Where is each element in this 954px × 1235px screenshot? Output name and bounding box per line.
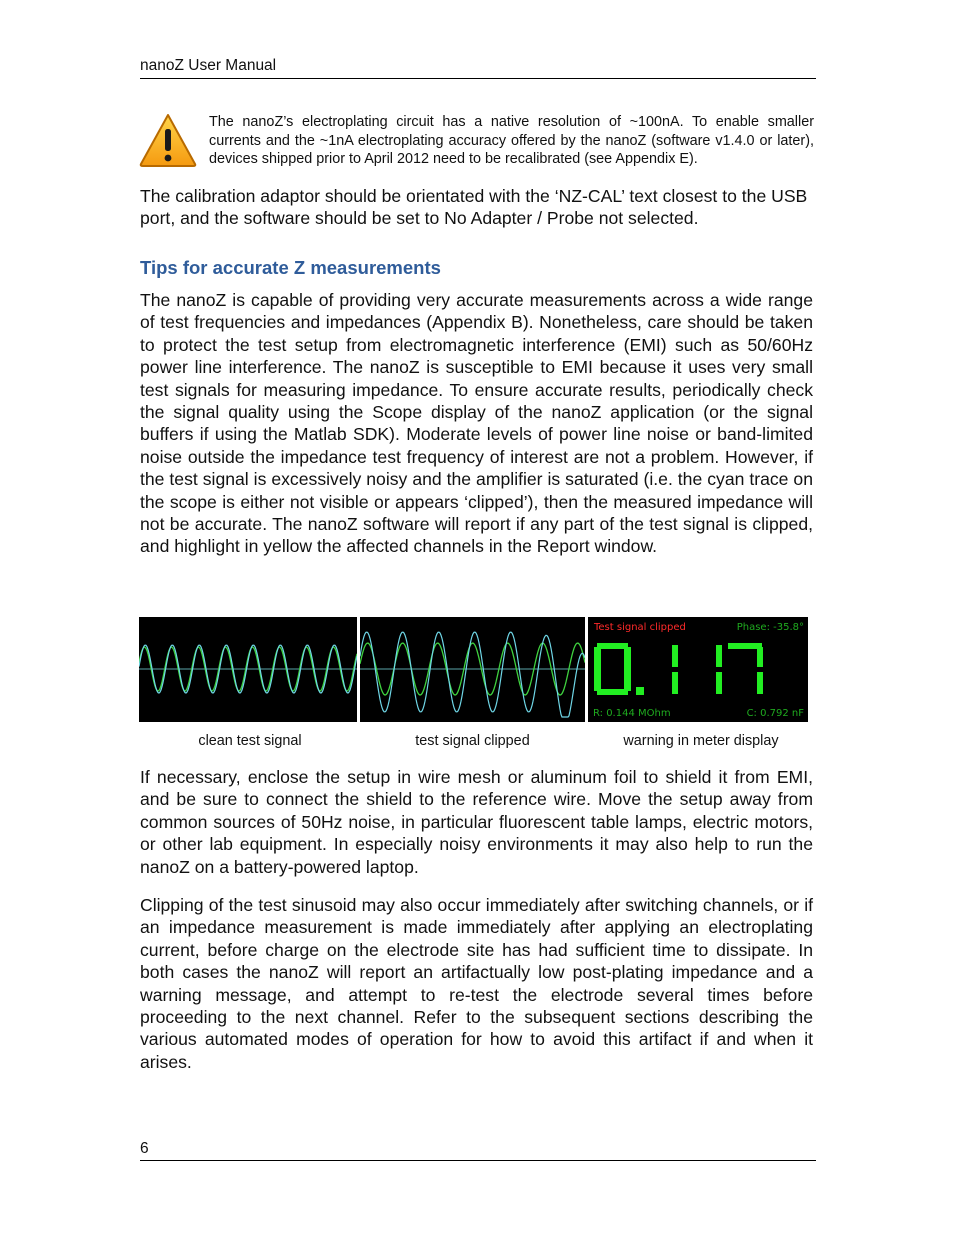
calibration-paragraph: The calibration adaptor should be orientated with the ‘NZ-CAL’ text closest to the USB port, and the software should be set to No Adapter / Probe not selected. — [140, 186, 808, 229]
figure-clean-signal — [139, 617, 357, 722]
meter-digits — [588, 617, 808, 722]
header-rule — [140, 78, 816, 79]
warning-note — [138, 112, 816, 172]
digit-segment — [716, 645, 722, 667]
clipped-signal-scope — [360, 617, 585, 722]
meter-capacitance-text: C: 0.792 nF — [746, 708, 804, 719]
digit-segment — [672, 645, 678, 667]
digit-segment — [636, 687, 644, 695]
caption-clean-signal: clean test signal — [198, 733, 302, 749]
caption-clipped-signal: test signal clipped — [415, 733, 530, 749]
digit-segment — [716, 672, 722, 694]
figure-meter-display — [588, 617, 808, 722]
warning-text: The nanoZ’s electroplating circuit has a native resolution of ~100nA. To enable smaller currents and the ~1nA electroplating accuracy offered by the nanoZ (software v1.4.0 or later), devices shipped prior to April 2012 need to be recalibrated (see Appendix E). — [209, 114, 814, 168]
digit-segment — [597, 643, 628, 649]
digit-segment — [757, 672, 763, 694]
meter-status-text: Test signal clipped — [594, 622, 686, 633]
clean-signal-scope — [139, 617, 357, 722]
warning-triangle-icon — [138, 112, 198, 168]
caption-meter-display: warning in meter display — [623, 733, 779, 749]
page-header-title: nanoZ User Manual — [140, 57, 277, 74]
digit-segment — [597, 689, 628, 695]
footer-rule — [140, 1160, 816, 1161]
cyan-trace — [360, 632, 585, 717]
digit-segment — [624, 647, 631, 691]
digit-segment — [594, 647, 601, 691]
clipping-paragraph: Clipping of the test sinusoid may also occur immediately after switching channels, or if an impedance measurement is made immediately after applying an electroplating current, before charge on the electrode site has had sufficient time to dissipate. In both cases the nanoZ will report an artifactually low post-plating impedance and a warning message, and attempt to re-test the electrode several times before proceeding to the next channel. Refer to the subsequent sections describing the various automated modes of operation for how to avoid this artifact if and when it arises. — [140, 895, 813, 1072]
meter-resistance-text: R: 0.144 MOhm — [593, 708, 671, 719]
section-heading: Tips for accurate Z measurements — [140, 257, 441, 278]
shielding-paragraph: If necessary, enclose the setup in wire mesh or aluminum foil to shield it from EMI, and be sure to connect the shield to the reference wire. Move the setup away from common sources of 50Hz noise, in particular fluorescent table lamps, electric motors, or other lab equipment. In especially noisy environments it may also help to run the nanoZ on a battery-powered laptop. — [140, 767, 813, 877]
digit-segment — [728, 643, 762, 649]
page-number: 6 — [140, 1140, 149, 1157]
tips-paragraph: The nanoZ is capable of providing very accurate measurements across a wide range of test frequencies and impedances (Appendix B). Nonetheless, care should be taken to protect the test setup from electromagnetic interference (EMI) such as 50/60Hz power line interference. The nanoZ is susceptible to EMI because it uses very small test signals for measuring impedance. To ensure accurate results, periodically check the signal quality using the Scope display of the nanoZ application (or the signal buffers if using the Matlab SDK). Moderate levels of power line noise or band-limited noise outside the impedance test frequency of interest are not a problem. However, if the test signal is excessively noisy and the amplifier is saturated (i.e. the cyan trace on the scope is either not visible or appears ‘clipped’), then the measured impedance will not be accurate. The nanoZ software will report if any part of the test signal is clipped, and highlight in yellow the affected channels in the Report window. — [140, 290, 813, 557]
digit-segment — [672, 672, 678, 694]
meter-phase-text: Phase: -35.8° — [736, 622, 804, 633]
digit-segment — [757, 647, 763, 667]
figure-clipped-signal — [360, 617, 585, 722]
